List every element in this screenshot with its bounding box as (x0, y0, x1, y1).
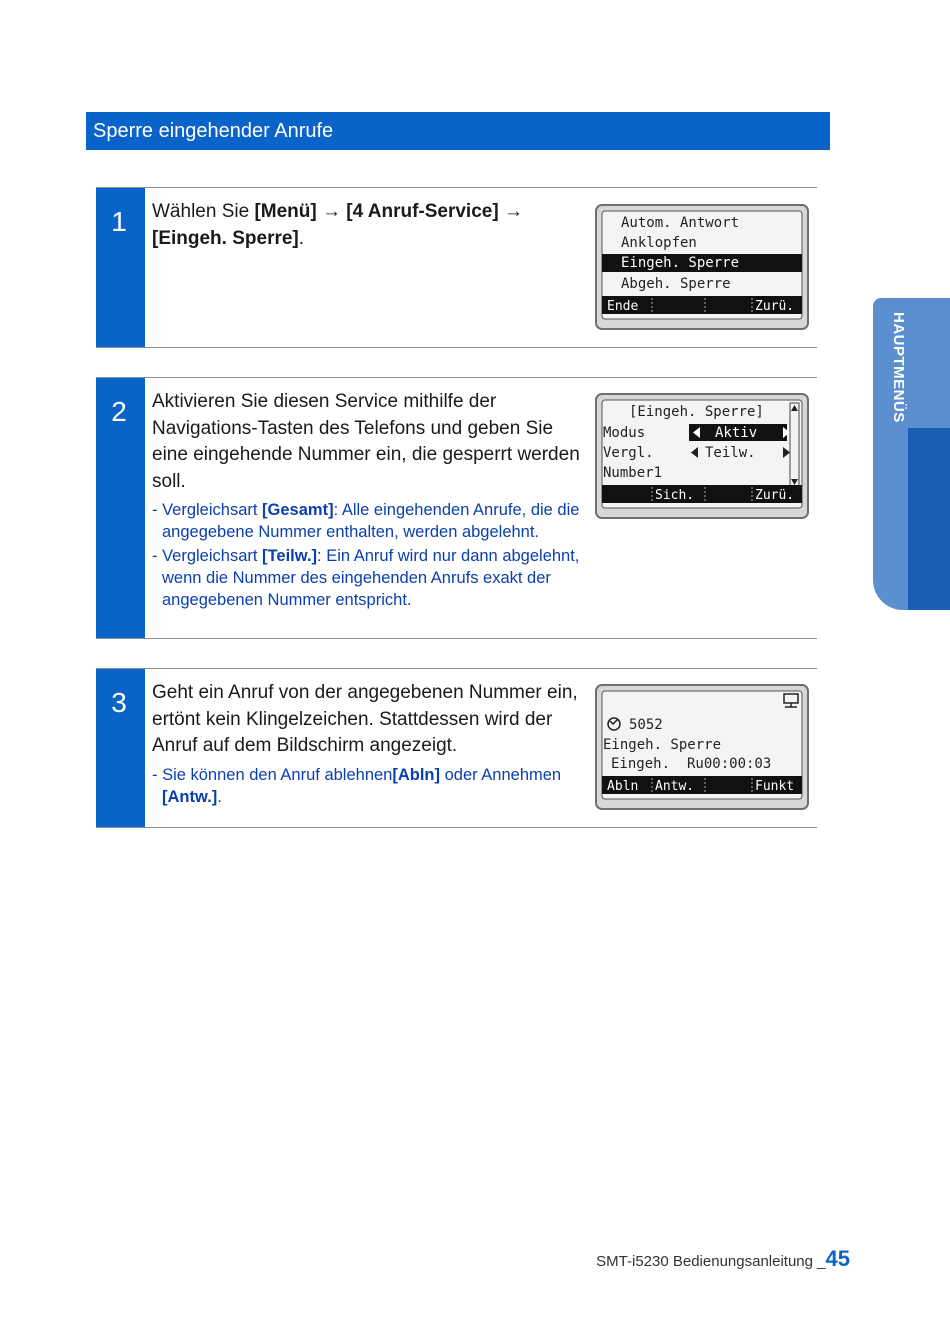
step-number: 2 (111, 396, 127, 427)
manual-name: SMT-i5230 Bedienungsanleitung _ (596, 1253, 826, 1270)
step-number-column (96, 669, 145, 827)
page-number: 45 (825, 1246, 850, 1271)
softkey-left: Ende (607, 299, 639, 314)
step-paragraph: Aktivieren Sie diesen Service mithilfe der Navigations-Tasten des Telefons und geben Sie eine eingehende Nummer ein, die gesperrt werden soll. (152, 391, 580, 492)
phone-screen-2-display (597, 395, 807, 517)
menu-key: [Menü] (254, 201, 317, 222)
phone-screen-3-display (597, 686, 807, 808)
row-label: Number1 (603, 465, 663, 481)
step-number: 1 (111, 206, 127, 237)
sub-pre: - Vergleichsart (152, 547, 263, 565)
eingeh-sperre-key: [Eingeh. Sperre] (152, 227, 299, 249)
abln-key: [Abln] (392, 765, 441, 784)
section-title: Sperre eingehender Anrufe (86, 112, 830, 150)
anruf-service-key: [4 Anruf-Service] (346, 201, 499, 222)
sub-note-gesamt (152, 499, 584, 543)
side-tab-label: HAUPTMENÜS (890, 312, 907, 423)
antw-key: [Antw.] (162, 787, 218, 806)
row-label: Modus (603, 425, 646, 441)
phone-screen-1 (595, 204, 809, 330)
phone-screen-2 (595, 393, 809, 519)
sub-pre: - Sie können den Anruf ablehnen (152, 765, 393, 784)
phone-screen-3 (595, 684, 809, 810)
sub-note-teilw (152, 545, 584, 611)
softkey-mid: Antw. (655, 779, 695, 794)
phone-screen-1-display (597, 206, 807, 328)
row-value-selected: Aktiv (715, 425, 758, 441)
caller-number: 5052 (629, 717, 663, 733)
step-number: 3 (111, 687, 127, 718)
menu-item: Autom. Antwort (621, 215, 740, 231)
call-timer: Ru00:00:03 (687, 756, 772, 772)
side-tab-highlight (908, 428, 950, 610)
softkey-right: Funkt (755, 779, 795, 794)
step-number-column (96, 188, 145, 347)
side-tab (873, 298, 950, 610)
call-label: Eingeh. (611, 756, 671, 772)
row-value: Teilw. (705, 445, 756, 461)
arrow: → (316, 201, 347, 222)
step-text (152, 199, 584, 252)
sub-pre: - Vergleichsart (152, 501, 263, 519)
softkey-right: Zurü. (755, 488, 795, 503)
sub-post: : Ein Anruf wird nur dann abgelehnt, wenn die Nummer des eingehenden Anrufs exakt der angegebenen Nummer entspricht. (162, 547, 580, 609)
step-text (152, 680, 584, 808)
arrow: → (498, 201, 523, 222)
step-paragraph: Geht ein Anruf von der angegebenen Nummer ein, ertönt kein Klingelzeichen. Stattdessen wird der Anruf auf dem Bildschirm angezeigt. (152, 682, 578, 756)
gesamt-key: [Gesamt] (262, 501, 334, 519)
menu-item-selected: Eingeh. Sperre (621, 255, 740, 271)
sub-mid: oder Annehmen (440, 765, 562, 784)
menu-item: Anklopfen (621, 235, 697, 251)
page-footer (596, 1246, 850, 1272)
step-text (152, 389, 584, 611)
softkey-mid: Sich. (655, 488, 695, 503)
sub-post: . (217, 787, 222, 806)
sub-note-abln (152, 764, 584, 808)
softkey-left: Abln (607, 779, 639, 794)
screen-title: [Eingeh. Sperre] (629, 404, 764, 420)
softkey-right: Zurü. (755, 299, 795, 314)
step-number-column (96, 378, 145, 638)
call-status: Eingeh. Sperre (603, 737, 722, 753)
step-text-pre: Wählen Sie (152, 201, 255, 222)
step-text-post: . (298, 227, 305, 249)
sub-post: : Alle eingehenden Anrufe, die die angegebene Nummer enthalten, werden abgelehnt. (162, 501, 580, 541)
row-label: Vergl. (603, 445, 654, 461)
menu-item: Abgeh. Sperre (621, 276, 731, 292)
teilw-key: [Teilw.] (262, 547, 318, 565)
